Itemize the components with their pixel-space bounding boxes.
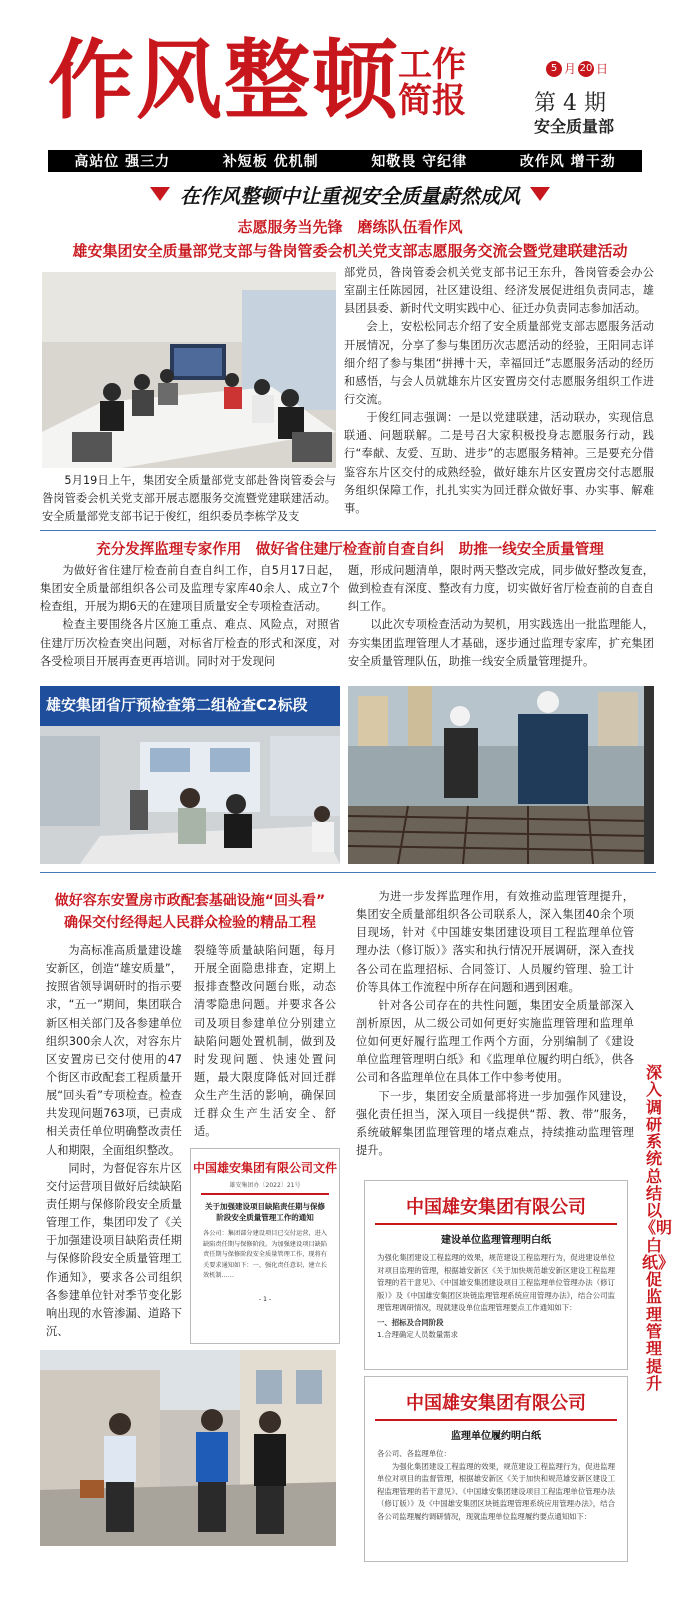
department-name: 安全质量部 xyxy=(534,117,615,136)
supervisor-guide-document-image xyxy=(364,1376,628,1562)
paragraph: 部党员，昝岗管委会机关党支部书记王东升，昝岗管委会办公室副主任陈园园，社区建设组、经济发展促进组负责同志，雄县团县委、新时代文明实践中心、征迁办负责同志参加活动。 xyxy=(344,266,654,316)
document-body: 为强化集团建设工程监理的效果，规范建设工程监理行为，促进建设单位对项目监理的管理，根据雄安新区《关于加快规范雄安新区建设工程监理管理的若干意见》、《中国雄安集团建设项目工程监理单位管理办法（修订版）》及《中国雄安集团区块链监理管理系统应用管理办法》，结合公司监理管理调研情况，现就建设单位监理管理要点工作通知如下： xyxy=(377,1253,615,1313)
triangle-icon xyxy=(530,187,550,201)
triangle-icon xyxy=(150,187,170,201)
paragraph: 为进一步发挥监理作用，有效推动监理管理提升，集团安全质量部组织各公司联系人，深入集团40余个项目现场，针对《中国雄安集团建设项目工程监理单位管理办法（修订版）》落实和执行情况开展调研，深入查找各公司在监理招标、合同签订、人员履约管理、验工计价等具体工作流程中所存在问题和遇到困难。 xyxy=(356,890,634,994)
slogan-bar xyxy=(48,150,642,172)
theme-title: 在作风整顿中让重视安全质量蔚然成风 xyxy=(180,183,520,208)
document-company: 中国雄安集团有限公司 xyxy=(406,1393,586,1414)
site-check-photo xyxy=(348,686,654,864)
vertical-title: 深入调研 系统总结 以《明白纸》促监理管理提升 xyxy=(640,1063,679,1393)
document-page: - 1 - xyxy=(259,1295,271,1303)
inspection-photo xyxy=(40,686,340,864)
photo-banner-text: 雄安集团省厅预检查第二组检查C2标段 xyxy=(46,696,308,714)
theme-banner xyxy=(60,178,640,210)
masthead-title: 作风整顿 xyxy=(48,30,400,131)
notice-document-image xyxy=(190,1148,340,1344)
date-day: 20 xyxy=(578,61,594,77)
document-rule xyxy=(375,1419,617,1421)
section-divider xyxy=(40,530,656,531)
article2-right-column xyxy=(348,562,654,671)
article3-column-1 xyxy=(46,942,182,1341)
article1-right-column xyxy=(344,264,654,518)
document-body: 各公司：集团部分建设项目已交付运营，进入缺陷责任期与保修阶段。为加强建设项目缺陷责任期与保修阶段安全质量管理工作，现将有关要求通知如下：一、强化责任意识，建立长效机制…… xyxy=(203,1230,327,1280)
article4-column xyxy=(356,888,634,1160)
paragraph: 检查主要围绕各片区施工重点、难点、风险点，对照省住建厅历次检查突出问题，对标省厅检查的形式和深度，对各受检项目开展再查更再培训。同时对于发现问 xyxy=(40,618,340,668)
article3-headline-line2: 确保交付经得起人民群众检验的精品工程 xyxy=(64,915,316,931)
article1-kicker: 志愿服务当先锋 磨练队伍看作风 xyxy=(237,218,463,236)
document-company: 中国雄安集团有限公司 xyxy=(406,1197,586,1218)
document-title: 关于加强建设项目缺陷责任期与保修阶段安全质量管理工作的通知 xyxy=(205,1202,325,1222)
paragraph: 于俊红同志强调：一是以党建联建，活动联办，实现信息联通、问题联解。二是号召大家积极投身志愿服务行动，践行“奉献、友爱、互助、进步”的志愿服务精神。三是要充分借鉴容东片区交付的成熟经验，做好雄东片区安置房交付志愿服务组织保障工作，扎扎实实为回迁群众做好事、办实事、解难事。 xyxy=(344,411,654,515)
section-divider xyxy=(40,872,656,873)
paragraph: 裂缝等质量缺陷问题，每月开展全面隐患排查，定期上报排查整改问题台账，动态清零隐患问题。并要求各公司及项目参建单位分别建立缺陷问题处置机制，做到及时发现问题、快速处置问题，最大限度降低对回迁群众生产生活的影响，确保回迁群众生产生活安全、舒适。 xyxy=(194,944,336,1139)
document-greeting: 各公司、各监理单位： xyxy=(377,1449,451,1458)
article3-headline-line1: 做好容东安置房市政配套基础设施“回头看” xyxy=(54,893,326,909)
document-body: 为强化集团建设工程监理的效果，规范建设工程监理行为，促进监理单位对项目的监督管理，根据雄安新区《关于加快和规范雄安新区建设工程监理管理的若干意见》、《中国雄安集团建设项目工程监理单位管理办法（修订版）》及《中国雄安集团区块链监理管理系统应用管理办法》，结合各公司监理履约调研情况，现就监理单位监理履约要点通知如下： xyxy=(377,1461,615,1521)
date-month: 5 xyxy=(546,61,562,77)
paragraph: 针对各公司存在的共性问题，集团安全质量部深入剖析原因，从二级公司如何更好实施监理管理和监理单位如何更好履行监理工作两个方面，分别编制了《建设单位监理管理明白纸》和《监理单位履约明白纸》，供各公司和各监理单位在具体工作中参考使用。 xyxy=(356,998,634,1085)
paragraph: 为高标准高质量建设雄安新区，创造“雄安质量”，按照省领导调研时的指示要求，“五一”期间，集团联合新区相关部门及各参建单位组织300余人次，对容东片区安置房已交付使用的47个街区市政配套工程质量开展“回头看”专项检查。检查共发现问题763项，已责成相关责任单位明确整改责任人和期限，全面组织整改。 xyxy=(46,944,182,1157)
document-title: 监理单位履约明白纸 xyxy=(451,1431,541,1442)
document-item: 一、招标及合同阶段 xyxy=(377,1317,444,1327)
date-day-unit: 日 xyxy=(596,62,609,76)
meeting-photo xyxy=(42,272,336,468)
slogan-item: 补短板 优机制 xyxy=(222,154,319,170)
slogan-item: 高站位 强三力 xyxy=(74,154,171,170)
paragraph: 同时，为督促容东片区交付运营项目做好后续缺陷责任期与保修阶段安全质量管理工作，集团印发了《关于加强建设项目缺陷责任期与保修阶段安全质量管理工作通知》，要求各公司组织各参建单位针对季节变化影响出现的水管渗漏、道路下沉、 xyxy=(46,1161,182,1338)
slogan-item: 知敬畏 守纪律 xyxy=(371,154,468,170)
issue-number: 第 4 期 xyxy=(534,91,606,116)
document-number: 雄安集团办〔2022〕21号 xyxy=(229,1182,301,1189)
document-rule xyxy=(375,1223,617,1225)
masthead-subtitle: 工作简报 xyxy=(398,45,466,121)
date-month-unit: 月 xyxy=(564,62,577,76)
paragraph: 题，形成问题清单，限时两天整改完成，同步做好整改复查，做到检查有深度、整改有力度，切实做好省厅检查前的自查自纠工作。 xyxy=(348,564,654,614)
document-item: 1.合理确定人员数量需求 xyxy=(377,1330,458,1340)
article3-column-2 xyxy=(194,942,336,1142)
paragraph: 下一步，集团安全质量部将进一步加强作风建设，强化责任担当，深入项目一线提供“帮、教、带”服务，系统破解集团监理管理的堵点难点，持续推动监理管理提升。 xyxy=(356,1089,634,1157)
article1-caption: 5月19日上午，集团安全质量部党支部赴昝岗管委会与昝岗管委会机关党支部开展志愿服务交流暨党建联建活动。安全质量部党支部书记于俊红，组织委员李栋学及支 xyxy=(42,474,336,524)
site-visit-photo xyxy=(40,1350,336,1546)
issue-date xyxy=(546,60,608,77)
document-company: 中国雄安集团有限公司文件 xyxy=(192,1161,337,1175)
article2-headline: 充分发挥监理专家作用 做好省住建厅检查前自查自纠 助推一线安全质量管理 xyxy=(96,542,604,558)
article2-left-column xyxy=(40,562,340,671)
slogan-item: 改作风 增干劲 xyxy=(519,154,616,170)
article1-headline: 雄安集团安全质量部党支部与昝岗管委会机关党支部志愿服务交流会暨党建联建活动 xyxy=(72,242,628,260)
paragraph: 会上，安松松同志介绍了安全质量部党支部志愿服务活动开展情况，分享了参与集团历次志愿活动的经验，王阳同志详细介绍了参与集团“拼搏十天，幸福回迁”志愿服务活动的经历和感悟，与会人员就雄东片区安置房交付志愿服务组织工作进行交流。 xyxy=(344,320,654,406)
paragraph: 以此次专项检查活动为契机，用实践选出一批监理能人，夯实集团监理管理人才基础，逐步通过监理专家库，扩充集团安全质量管理队伍，助推一线安全质量管理提升。 xyxy=(348,618,654,668)
paragraph: 为做好省住建厅检查前自查自纠工作，自5月17日起，集团安全质量部组织各公司及监理专家库40余人、成立7个检查组，开展为期6天的在建项目质量安全专项检查活动。 xyxy=(40,564,340,614)
document-title: 建设单位监理管理明白纸 xyxy=(441,1235,551,1246)
owner-guide-document-image xyxy=(364,1180,628,1370)
document-rule xyxy=(201,1193,329,1195)
